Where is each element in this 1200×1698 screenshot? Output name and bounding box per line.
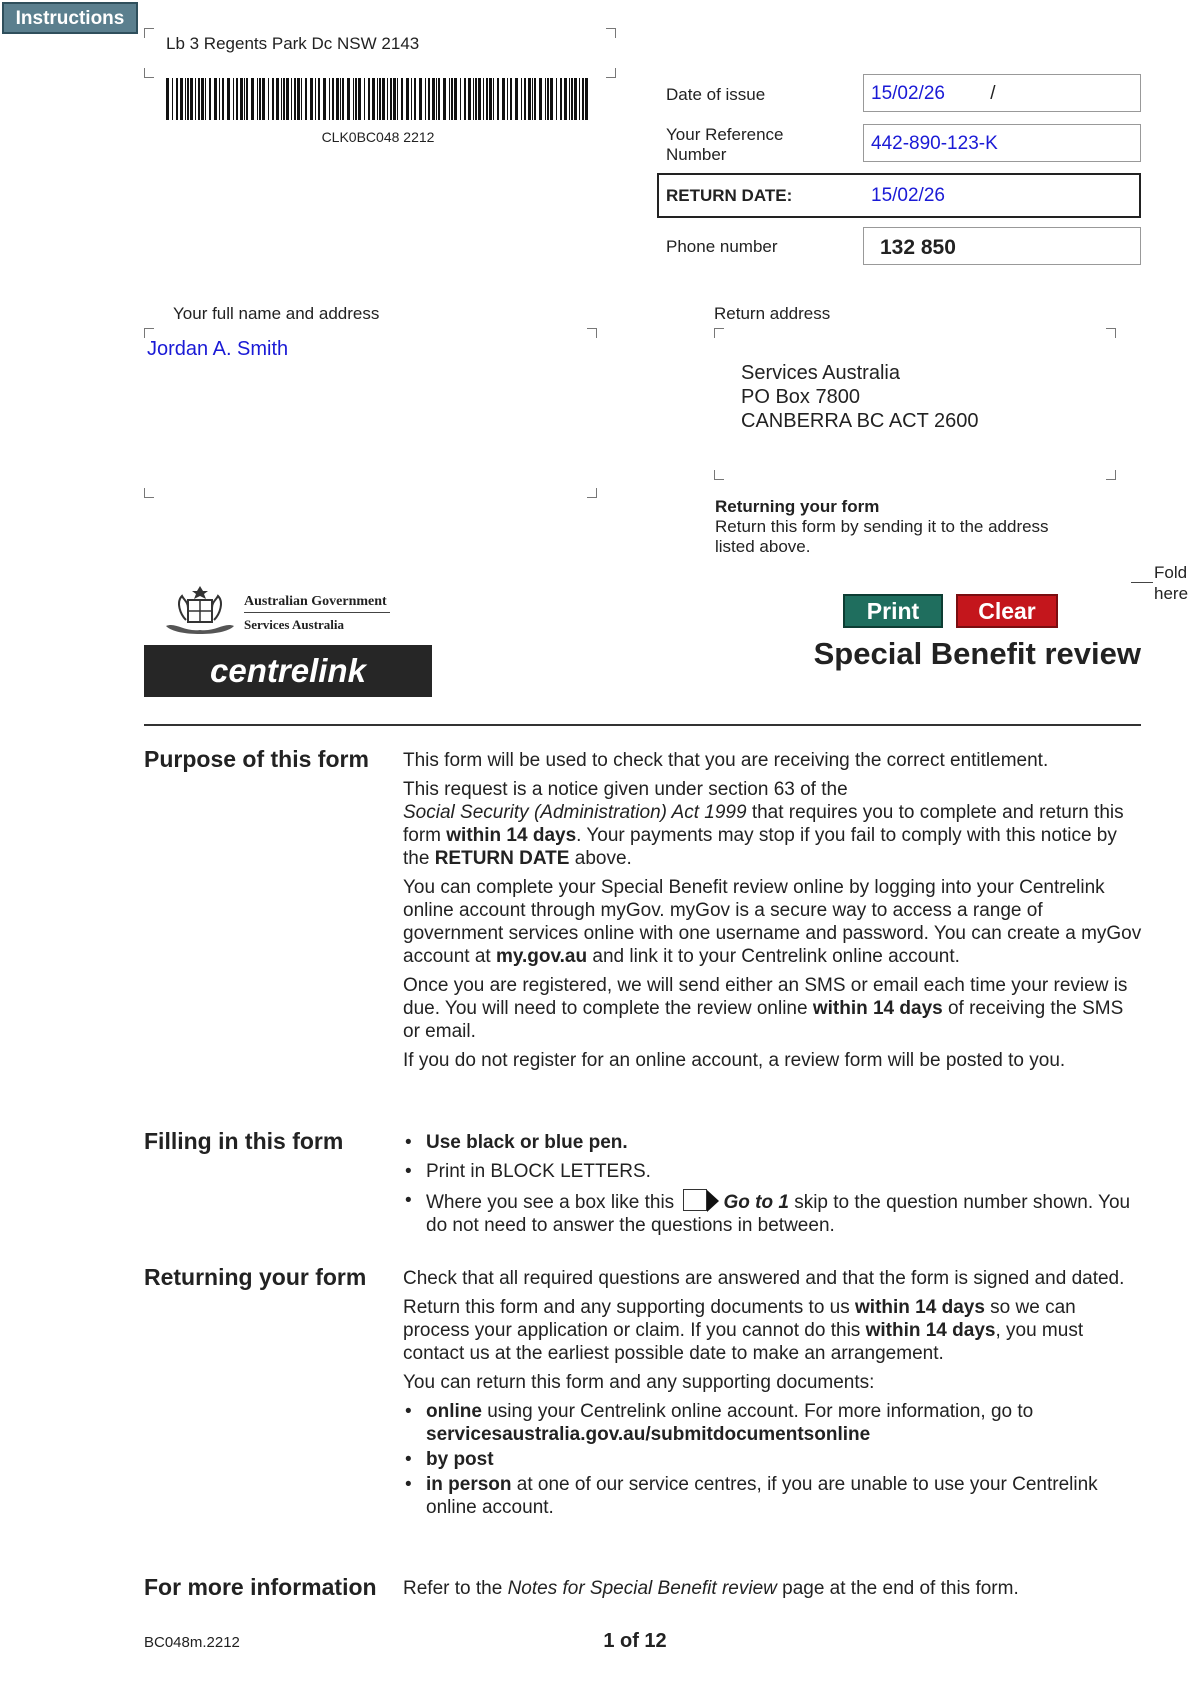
date-separator: /	[990, 83, 996, 104]
gov-line-2: Services Australia	[244, 617, 345, 632]
purpose-body	[403, 749, 1143, 1078]
name-address-label: Your full name and address	[173, 304, 380, 323]
return-address-line: CANBERRA BC ACT 2600	[741, 410, 979, 432]
more-info-body: Refer to the Notes for Special Benefit review page at the end of this form.	[403, 1578, 1019, 1599]
crop-mark	[1106, 328, 1116, 338]
crop-mark	[1106, 470, 1116, 480]
return-date-value: 15/02/26	[871, 185, 945, 206]
reference-number-value: 442-890-123-K	[871, 133, 998, 154]
crop-mark	[714, 470, 724, 480]
purpose-heading: Purpose of this form	[144, 746, 369, 772]
returning-note-text-2: listed above.	[715, 537, 811, 556]
centrelink-logo: centrelink	[144, 645, 432, 697]
list-item: • Use black or blue pen.	[403, 1131, 1143, 1154]
crop-mark	[606, 28, 616, 38]
purpose-p2: This request is a notice given under section 63 of the Social Security (Administration) Act 1999 that requires you to complete and return this form within 14 days. Your payments may stop if you fail to comply with this notice by the RETURN DATE above.	[403, 779, 1124, 869]
gov-divider	[244, 612, 390, 613]
returning-p3: You can return this form and any supporting documents:	[403, 1372, 875, 1393]
divider	[144, 724, 1141, 726]
phone-field	[863, 227, 1141, 265]
arrow-right-icon	[707, 1190, 719, 1212]
coat-of-arms-icon	[160, 582, 240, 640]
returning-note-heading: Returning your form	[715, 497, 880, 516]
returning-note	[715, 497, 1049, 557]
crop-mark	[144, 328, 154, 338]
fold-line	[1131, 582, 1153, 583]
returning-p2: Return this form and any supporting documents to us within 14 days so we can process your application or claim. If you cannot do this within 14 days, you must contact us at the earliest possible date to make an arrangement.	[403, 1297, 1084, 1364]
more-info-heading: For more information	[144, 1574, 377, 1600]
date-of-issue-label: Date of issue	[666, 85, 766, 104]
crop-mark	[587, 328, 597, 338]
reference-label-line-2: Number	[666, 145, 727, 164]
date-of-issue-value: 15/02/26	[871, 83, 945, 104]
crop-mark	[144, 68, 154, 78]
clear-button[interactable]: Clear	[956, 594, 1058, 628]
returning-heading: Returning your form	[144, 1264, 367, 1290]
filling-heading: Filling in this form	[144, 1128, 344, 1154]
barcode-text: CLK0BC048 2212	[321, 129, 435, 145]
list-item: • Where you see a box like this Go to 1 skip to the question number shown. You do not need to answer the questions in between.	[403, 1189, 1143, 1237]
crop-mark	[144, 28, 154, 38]
return-address-line: Services Australia	[741, 362, 900, 384]
barcode	[166, 78, 590, 120]
submit-documents-link[interactable]: servicesaustralia.gov.au/submitdocumentsonline	[426, 1424, 871, 1445]
crop-mark	[144, 488, 154, 498]
form-title: Special Benefit review	[813, 636, 1141, 671]
returning-p1: Check that all required questions are answered and that the form is signed and dated.	[403, 1268, 1125, 1289]
list-item: • online using your Centrelink online account. For more information, go to servicesaustralia.gov.au/submitdocumentsonline	[403, 1400, 1143, 1446]
crop-mark	[587, 488, 597, 498]
form-code: BC048m.2212	[144, 1634, 240, 1651]
phone-value: 132 850	[880, 236, 956, 259]
return-date-label: RETURN DATE:	[666, 186, 793, 205]
sender-line: Lb 3 Regents Park Dc NSW 2143	[166, 34, 420, 53]
return-address-block	[741, 361, 979, 433]
print-button[interactable]: Print	[843, 594, 943, 628]
reference-number-field[interactable]	[863, 124, 1141, 162]
returning-note-text-1: Return this form by sending it to the address	[715, 517, 1049, 536]
list-item: • in person at one of our service centres, if you are unable to use your Centrelink online account.	[403, 1473, 1143, 1519]
fold-text-1: Fold	[1154, 563, 1188, 582]
return-address-label: Return address	[714, 304, 831, 323]
returning-body	[403, 1267, 1143, 1525]
purpose-p5: If you do not register for an online account, a review form will be posted to you.	[403, 1050, 1066, 1071]
date-of-issue-field[interactable]	[863, 74, 1141, 112]
purpose-p3: You can complete your Special Benefit review online by logging into your Centrelink online account through myGov. myGov is a secure way to access a range of government services online with one username and password. You can create a myGov account at my.gov.au and link it to your Centrelink online account.	[403, 877, 1142, 967]
list-item: • by post	[403, 1448, 1143, 1471]
reference-label-line-1: Your Reference	[666, 125, 784, 144]
instructions-button[interactable]: Instructions	[2, 2, 138, 34]
crop-mark	[714, 328, 724, 338]
full-name-input[interactable]: Jordan A. Smith	[147, 338, 289, 360]
goto-box-icon	[683, 1189, 707, 1211]
page-number: 1 of 12	[603, 1630, 667, 1652]
phone-label: Phone number	[666, 237, 778, 256]
crop-mark	[606, 68, 616, 78]
filling-body	[403, 1131, 1143, 1243]
purpose-p1: This form will be used to check that you are receiving the correct entitlement.	[403, 750, 1049, 771]
reference-label	[666, 125, 784, 165]
fold-text-2: here	[1154, 584, 1189, 603]
gov-line-1: Australian Government	[244, 594, 387, 609]
purpose-p4: Once you are registered, we will send either an SMS or email each time your review is due. You will need to complete the review online within 14 days of receiving the SMS or email.	[403, 975, 1128, 1042]
return-address-line: PO Box 7800	[741, 386, 860, 408]
fold-here-label	[1154, 562, 1188, 604]
list-item: • Print in BLOCK LETTERS.	[403, 1160, 1143, 1183]
